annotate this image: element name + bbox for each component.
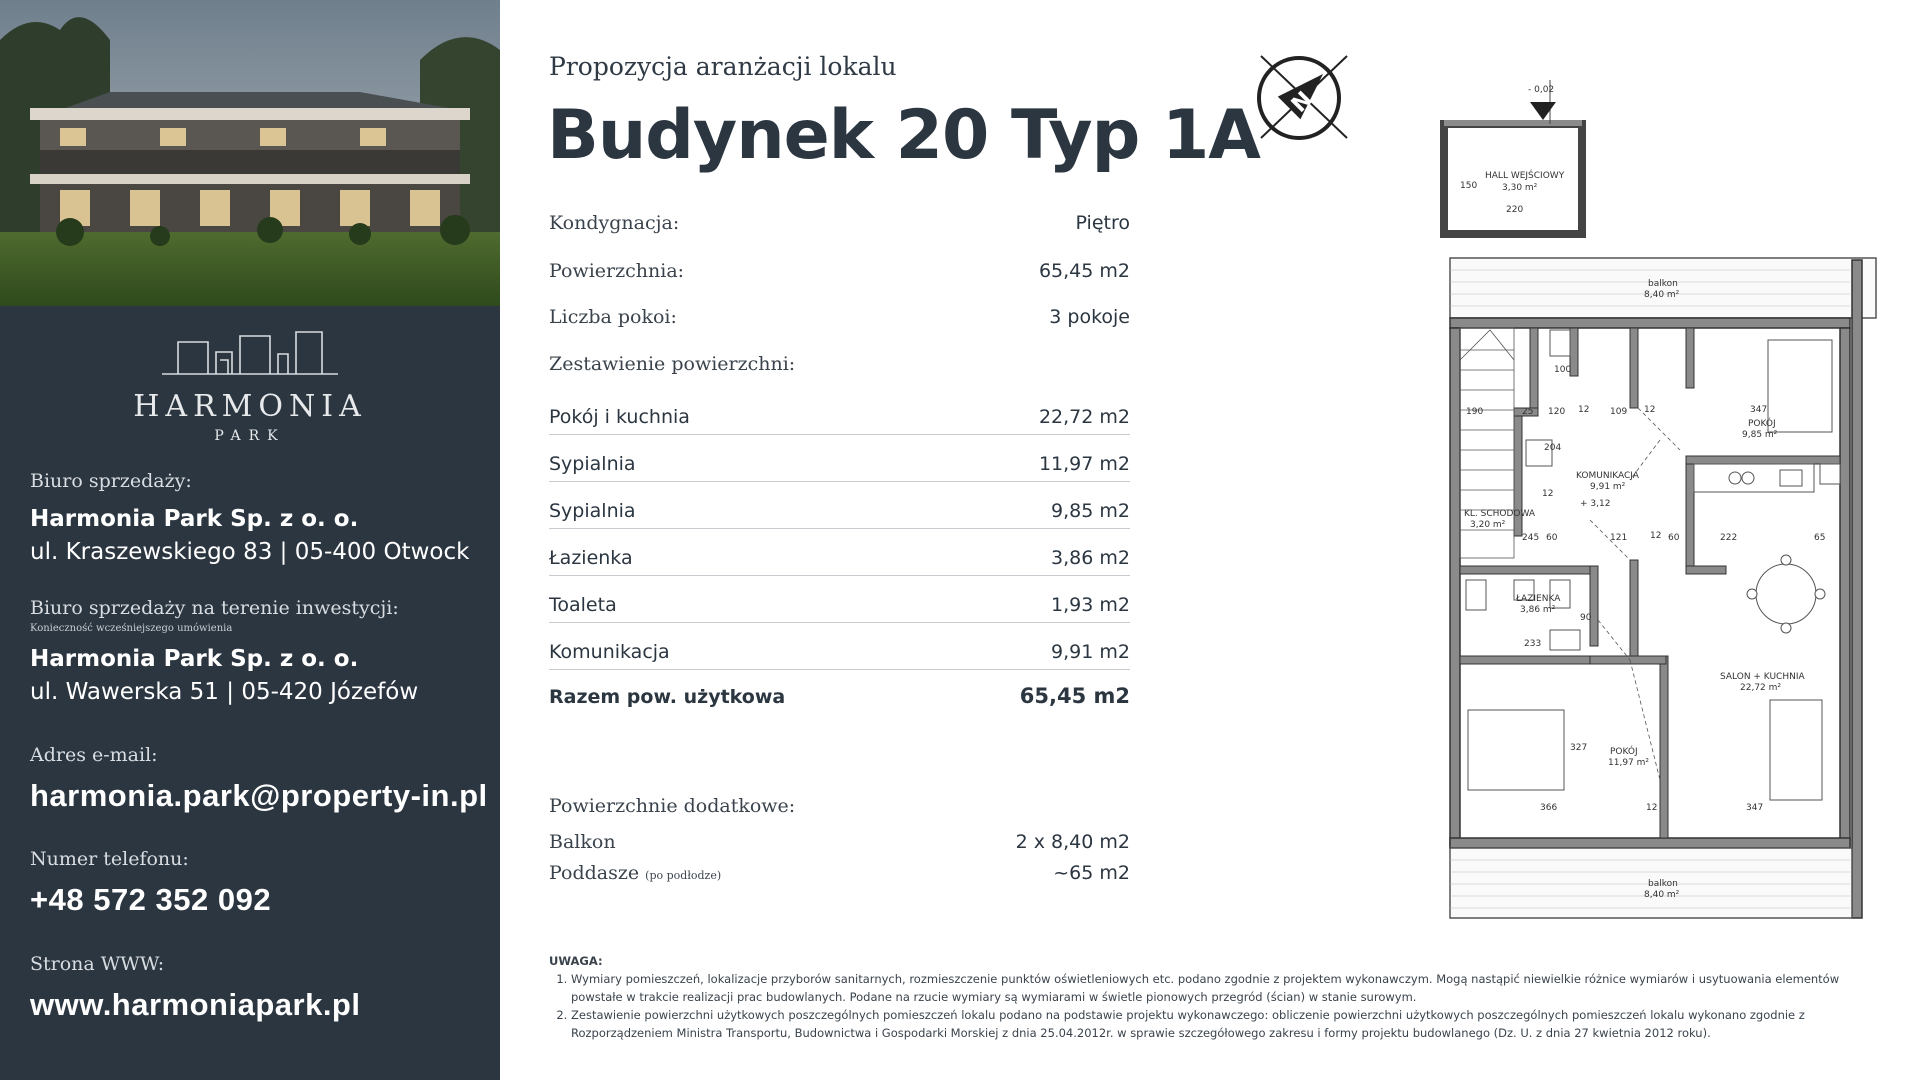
balcony-row	[549, 831, 1130, 853]
plan-dim: 245	[1522, 533, 1540, 543]
plan-bathroom-area: 3,86 m²	[1520, 605, 1556, 615]
note-item: 1. Wymiary pomieszczeń, lokalizacje przyborów sanitarnych, rozmieszczenie punktów oświetleniowych etc. podano zgodnie z projektem wykonawczym. Mogą nastąpić niewielkie różnice wymiarów i usytuowania elementów powstałe w trakcie realizacji prac budowlanych. Podane na rzucie wymiary są wymiarami w świetle pionowych przegród (ścian) w stanie surowym.	[571, 970, 1879, 1006]
plan-dim: 233	[1524, 639, 1542, 649]
skyline-logo-icon	[160, 330, 340, 376]
page-title: Budynek 20 Typ 1A	[547, 96, 1260, 175]
area-total-row	[549, 672, 1130, 714]
room-area: 9,91 m2	[1051, 641, 1130, 663]
plan-dim: 190	[1466, 407, 1484, 417]
floor-value: Piętro	[1075, 212, 1130, 234]
plan-hall-dim-w: 220	[1506, 205, 1524, 215]
plan-room-bottom-left-area: 11,97 m²	[1608, 758, 1650, 768]
room-name: Komunikacja	[549, 641, 670, 663]
rooms-value: 3 pokoje	[1049, 306, 1130, 328]
room-name: Pokój i kuchnia	[549, 406, 690, 428]
attic-label: Poddasze	[549, 862, 640, 884]
area-value: 65,45 m2	[1038, 260, 1130, 282]
summary-row	[549, 353, 1130, 375]
room-name: Sypialnia	[549, 500, 636, 522]
plan-balcony-bottom-area: 8,40 m²	[1644, 890, 1680, 900]
plan-room-top-right-label: POKÓJ	[1748, 419, 1776, 429]
total-value: 65,45 m2	[1019, 684, 1130, 708]
room-area: 1,93 m2	[1051, 594, 1130, 616]
notes	[549, 952, 1879, 1042]
plan-salon-area: 22,72 m²	[1740, 683, 1782, 693]
plan-hall-label: HALL WEJŚCIOWY	[1485, 171, 1565, 181]
room-name: Toaleta	[549, 594, 617, 616]
area-label: Powierzchnia:	[549, 260, 685, 282]
plan-dim: 65	[1814, 533, 1826, 543]
area-table-row	[549, 627, 1130, 670]
svg-text:N: N	[1286, 87, 1318, 118]
harmonia-logo	[0, 330, 500, 444]
sales-office-address: ul. Kraszewskiego 83 | 05-400 Otwock	[30, 539, 470, 565]
plan-dim: 60	[1668, 533, 1680, 543]
plan-dim: 366	[1540, 803, 1558, 813]
floor-plan	[1430, 60, 1880, 920]
phone-label: Numer telefonu:	[30, 848, 189, 870]
room-name: Sypialnia	[549, 453, 636, 475]
area-table-row	[549, 486, 1130, 529]
sales-office-company: Harmonia Park Sp. z o. o.	[30, 506, 359, 532]
plan-hall-area: 3,30 m²	[1502, 183, 1538, 193]
plan-dim: 25	[1522, 407, 1534, 417]
area-table-row	[549, 580, 1130, 623]
floor-label: Kondygnacja:	[549, 212, 680, 234]
plan-dim: 109	[1610, 407, 1628, 417]
plan-bottom-balcony	[1450, 848, 1852, 918]
plan-balcony-top-label: balkon	[1648, 279, 1678, 289]
area-table-row	[549, 439, 1130, 482]
plan-dim: 347	[1750, 405, 1768, 415]
plan-top-balcony	[1450, 258, 1876, 318]
www-link[interactable]: www.harmoniapark.pl	[30, 987, 361, 1022]
plan-corridor-area: 9,91 m²	[1590, 482, 1626, 492]
plan-dim: 12	[1644, 405, 1656, 415]
phone-block	[30, 848, 271, 918]
note-item: 2. Zestawienie powierzchni użytkowych poszczególnych pomieszczeń lokalu podano na podstawie projektu wykonawczego: obliczenie powierzchni użytkowych poszczególnych pomieszczeń lokalu wykonano zgodnie z Rozporządzeniem Ministra Transportu, Budownictwa i Gospodarki Morskiej z dnia 25.04.2012r. w sprawie szczegółowego zakresu i formy projektu budowlanego (Dz. U. z dnia 27 kwietnia 2012 roku).	[571, 1006, 1879, 1042]
area-row	[549, 260, 1130, 282]
email-block	[30, 744, 488, 814]
plan-salon-label: SALON + KUCHNIA	[1720, 672, 1805, 682]
compass-north-icon	[1255, 52, 1353, 142]
plan-dim: 90	[1580, 613, 1592, 623]
sidebar	[0, 0, 500, 1080]
floor-row	[549, 212, 1130, 234]
room-name: Łazienka	[549, 547, 633, 569]
plan-bathroom-label: ŁAZIENKA	[1516, 594, 1561, 604]
site-office-company: Harmonia Park Sp. z o. o.	[30, 646, 359, 672]
plan-dim: 100	[1554, 365, 1572, 375]
page-subtitle: Propozycja aranżacji lokalu	[549, 52, 897, 81]
room-area: 22,72 m2	[1038, 406, 1130, 428]
plan-entrance-hall	[1444, 80, 1582, 234]
www-block	[30, 953, 360, 1023]
rooms-label: Liczba pokoi:	[549, 306, 677, 328]
building-photo	[0, 0, 500, 306]
plan-corridor-level: + 3,12	[1580, 499, 1611, 509]
site-office-address: ul. Wawerska 51 | 05-420 Józefów	[30, 679, 419, 705]
plan-dim: 12	[1542, 489, 1554, 499]
plan-dim: 347	[1746, 803, 1764, 813]
email-label: Adres e-mail:	[30, 744, 158, 766]
room-area: 3,86 m2	[1051, 547, 1130, 569]
summary-label: Zestawienie powierzchni:	[549, 353, 796, 375]
sales-office	[30, 470, 469, 565]
site-office	[30, 597, 418, 705]
room-area: 9,85 m2	[1051, 500, 1130, 522]
room-area: 11,97 m2	[1038, 453, 1130, 475]
plan-stairs-label: KL. SCHODOWA	[1464, 509, 1536, 519]
plan-dim: 222	[1720, 533, 1738, 543]
phone-link[interactable]: +48 572 352 092	[30, 882, 272, 917]
logo-title: HARMONIA	[133, 389, 367, 424]
notes-heading: UWAGA:	[549, 954, 603, 968]
area-table-row	[549, 392, 1130, 435]
site-office-note: Konieczność wcześniejszego umówienia	[30, 623, 233, 634]
sales-office-label: Biuro sprzedaży:	[30, 470, 192, 492]
rooms-row	[549, 306, 1130, 328]
plan-room-top-right-area: 9,85 m²	[1742, 430, 1778, 440]
email-link[interactable]: harmonia.park@property-in.pl	[30, 778, 488, 813]
plan-dim: 121	[1610, 533, 1628, 543]
attic-value: ~65 m2	[1053, 862, 1130, 884]
plan-hall-dim-h: 150	[1460, 181, 1478, 191]
extra-row	[549, 795, 1130, 817]
plan-dim: 12	[1578, 405, 1590, 415]
plan-dim: 327	[1570, 743, 1588, 753]
plan-stairs-area: 3,20 m²	[1470, 520, 1506, 530]
attic-row	[549, 862, 1130, 884]
plan-furniture	[1466, 330, 1840, 800]
logo-subtitle: PARK	[214, 428, 286, 444]
balcony-label: Balkon	[549, 831, 616, 853]
plan-dim: 120	[1548, 407, 1566, 417]
plan-corridor-label: KOMUNIKACJA	[1576, 471, 1639, 481]
balcony-value: 2 x 8,40 m2	[1015, 831, 1130, 853]
notes-list	[549, 970, 1879, 1042]
plan-room-bottom-left-label: POKÓJ	[1610, 747, 1638, 757]
plan-balcony-bottom-label: balkon	[1648, 879, 1678, 889]
plan-dim: 60	[1546, 533, 1558, 543]
total-label: Razem pow. użytkowa	[549, 686, 786, 708]
plan-dim: 12	[1650, 531, 1662, 541]
attic-note: (po podłodze)	[645, 869, 722, 882]
area-table-row	[549, 533, 1130, 576]
building-illustration	[0, 0, 500, 306]
plan-dim: 204	[1544, 443, 1562, 453]
attic-label-wrap	[549, 862, 721, 884]
plan-balcony-top-area: 8,40 m²	[1644, 290, 1680, 300]
extra-label: Powierzchnie dodatkowe:	[549, 795, 796, 817]
www-label: Strona WWW:	[30, 953, 165, 975]
site-office-label: Biuro sprzedaży na terenie inwestycji:	[30, 597, 399, 619]
plan-level-label: - 0,02	[1528, 85, 1555, 95]
plan-dim: 12	[1646, 803, 1658, 813]
